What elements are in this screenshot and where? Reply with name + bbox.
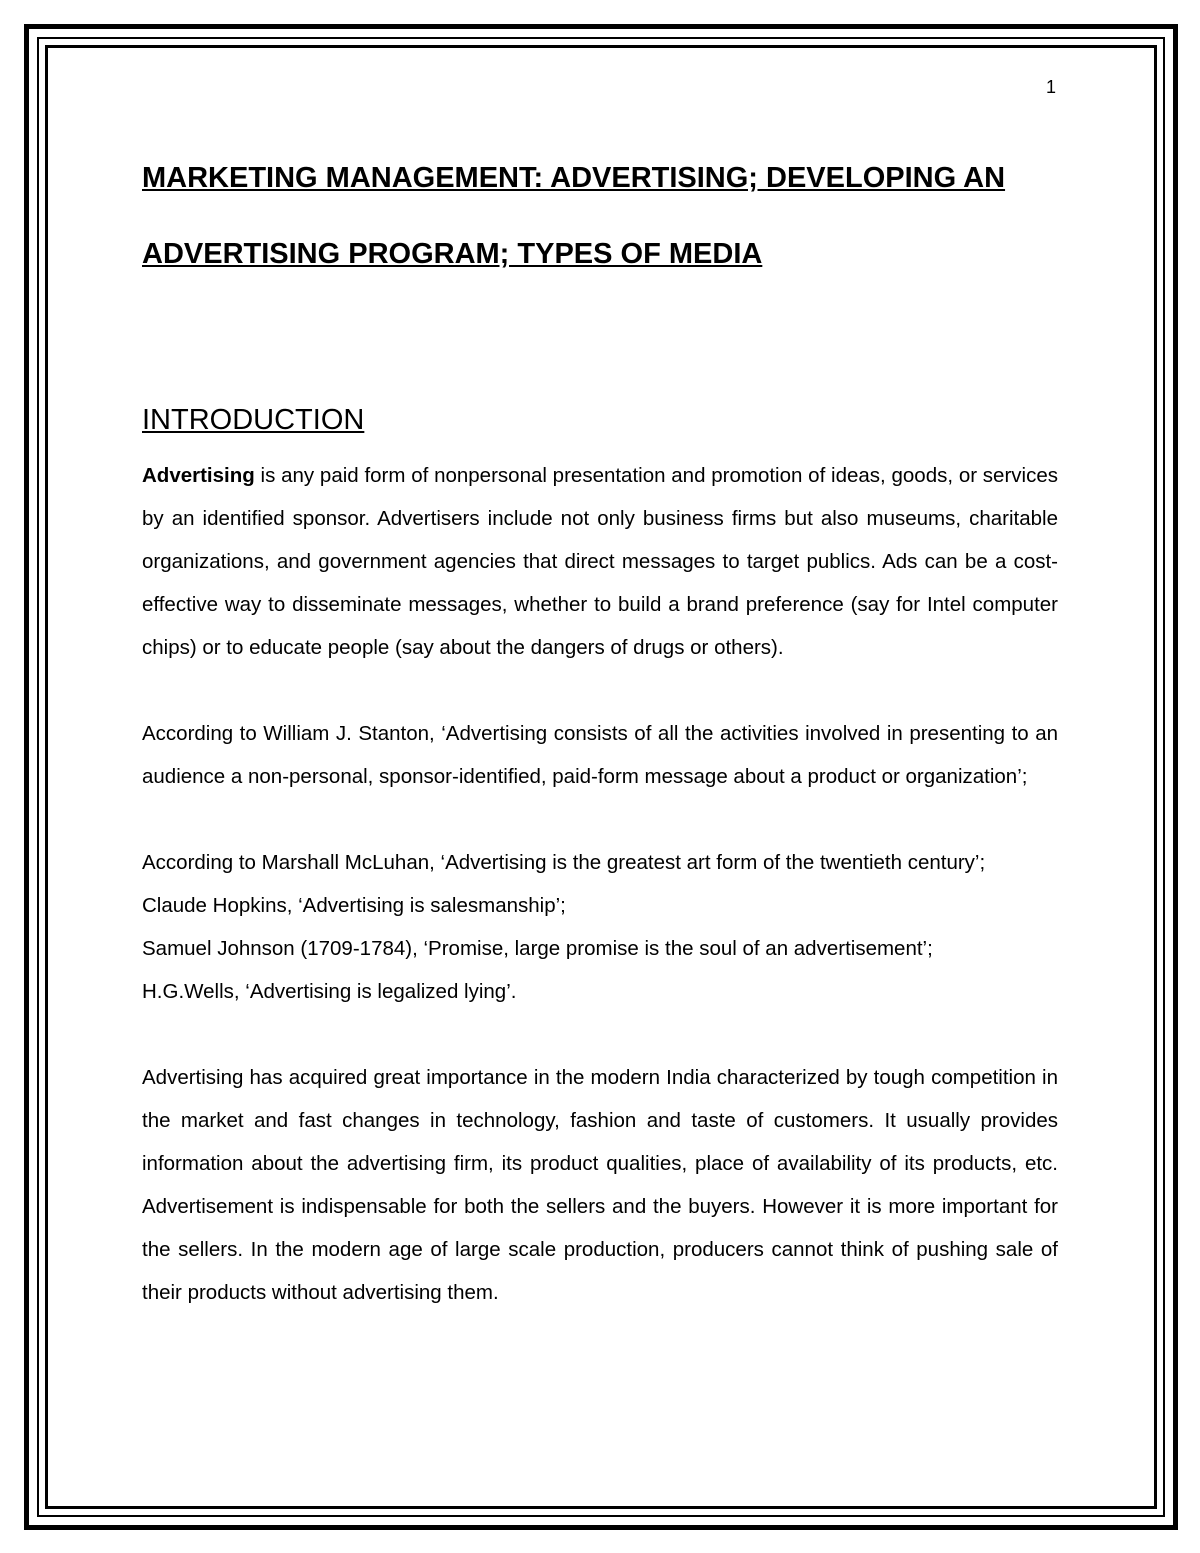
document-title — [142, 140, 1058, 292]
section-heading-introduction: INTRODUCTION — [142, 404, 365, 436]
paragraph-importance: Advertising has acquired great importance in the modern India characterized by tough competition in the market and fast changes in technology, fashion and taste of customers. It usually provides information about the advertising firm, its product qualities, place of availability of its products, etc. Advertisement is indispensable for both the sellers and the buyers. However it is more important for the sellers. In the modern age of large scale production, producers cannot think of pushing sale of their products without advertising them. — [142, 1066, 1058, 1304]
page-number: 1 — [1046, 77, 1057, 97]
document-body — [142, 140, 1058, 1314]
title-line-1: MARKETING MANAGEMENT: ADVERTISING; DEVELOPING AN — [142, 162, 1006, 194]
quote-item: Claude Hopkins, ‘Advertising is salesmanship’; — [142, 894, 566, 917]
quote-item: According to Marshall McLuhan, ‘Advertising is the greatest art form of the twentieth century’; — [142, 851, 986, 874]
quote-item: Samuel Johnson (1709-1784), ‘Promise, large promise is the soul of an advertisement’; — [142, 937, 933, 960]
title-line-2: ADVERTISING PROGRAM; TYPES OF MEDIA — [142, 238, 763, 270]
paragraph-definition — [142, 454, 1058, 669]
paragraph-definition-text: is any paid form of nonpersonal presentation and promotion of ideas, goods, or services by an identified sponsor. Advertisers include not only business firms but also museums, charitable organizations, and government agencies that direct messages to target publics. Ads can be a cost-effective way to disseminate messages, whether to build a brand preference (say for Intel computer chips) or to educate people (say about the dangers of drugs or others). — [142, 464, 1058, 659]
quote-item: H.G.Wells, ‘Advertising is legalized lying’. — [142, 980, 517, 1003]
paragraph-bold-term: Advertising — [142, 464, 255, 487]
quotes-list — [142, 841, 1058, 1013]
paragraph-stanton-quote: According to William J. Stanton, ‘Advertising consists of all the activities involved in presenting to an audience a non-personal, sponsor-identified, paid-form message about a product or organization’; — [142, 722, 1058, 788]
